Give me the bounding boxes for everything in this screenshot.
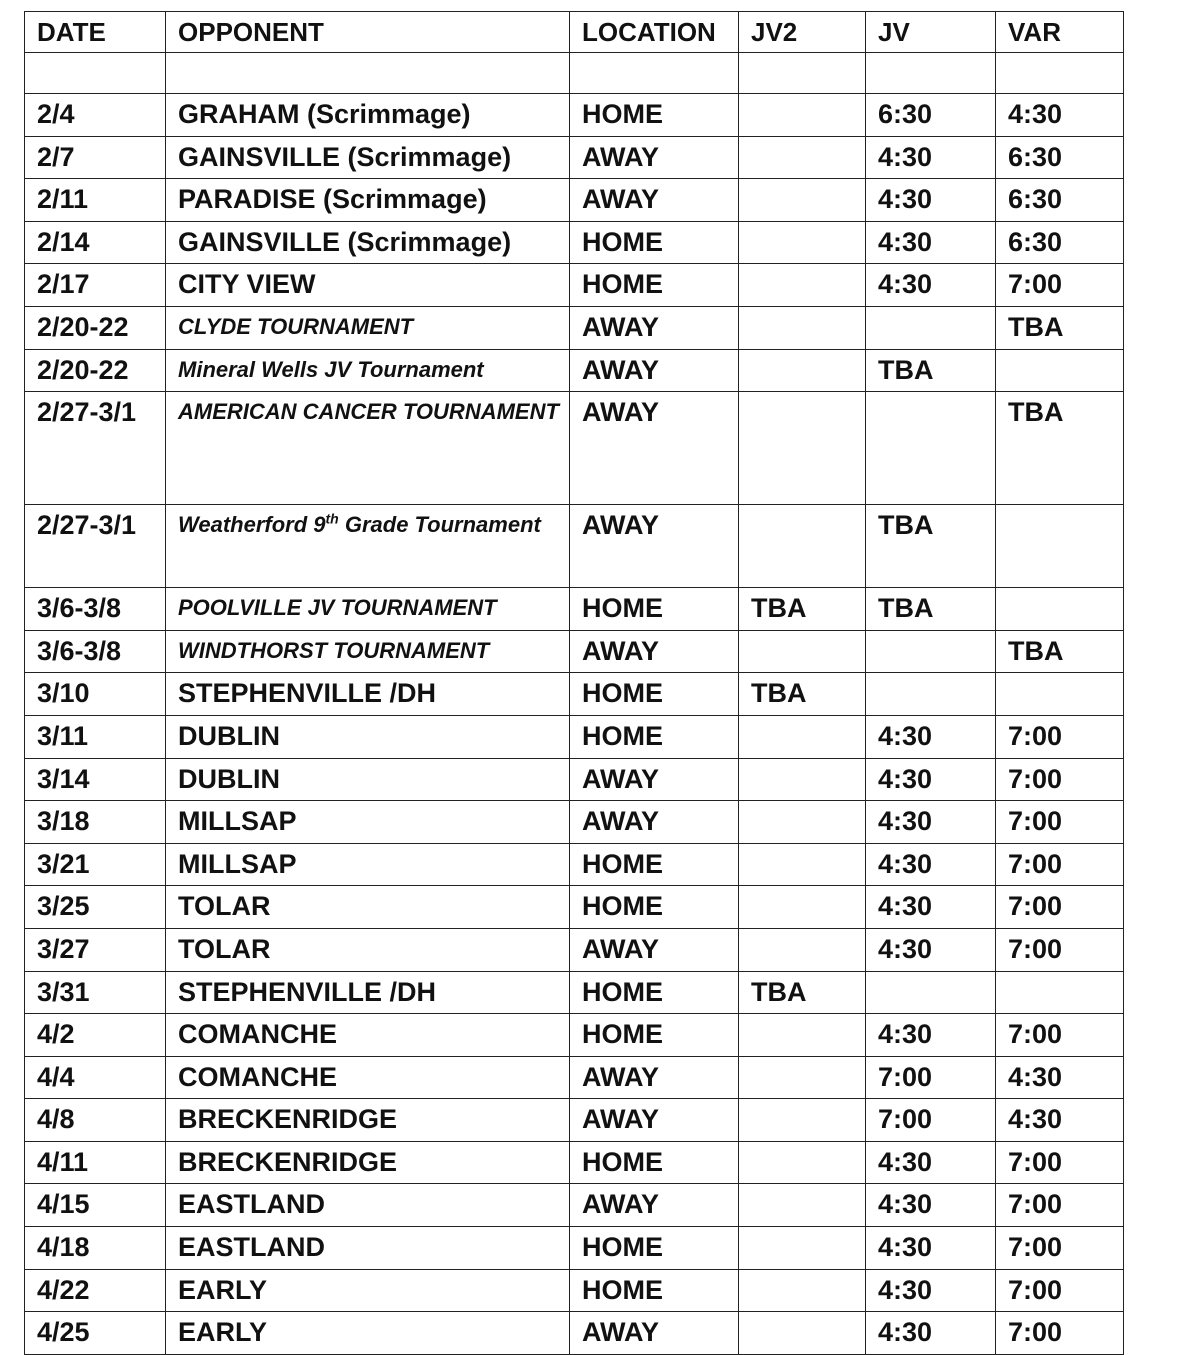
jv-cell xyxy=(866,971,996,1014)
header-var: VAR xyxy=(996,12,1124,53)
jv2-cell xyxy=(739,1141,866,1184)
date-cell: 3/11 xyxy=(25,715,166,758)
table-row xyxy=(25,1141,1124,1184)
date-cell: 2/20-22 xyxy=(25,349,166,392)
location-cell: AWAY xyxy=(570,1056,739,1099)
var-cell: 7:00 xyxy=(996,758,1124,801)
jv2-cell xyxy=(739,349,866,392)
jv2-cell xyxy=(739,94,866,137)
location-cell: AWAY xyxy=(570,1184,739,1227)
opponent-cell: EARLY xyxy=(166,1269,570,1312)
jv2-cell xyxy=(739,1099,866,1142)
opponent-cell: EASTLAND xyxy=(166,1227,570,1270)
var-cell xyxy=(996,673,1124,716)
jv2-cell xyxy=(739,1312,866,1355)
table-row xyxy=(25,971,1124,1014)
location-cell: AWAY xyxy=(570,179,739,222)
table-row xyxy=(25,588,1124,631)
opponent-cell: CLYDE TOURNAMENT xyxy=(166,306,570,349)
var-cell: TBA xyxy=(996,392,1124,505)
table-row xyxy=(25,758,1124,801)
jv-cell xyxy=(866,630,996,673)
header-date: DATE xyxy=(25,12,166,53)
var-cell: 7:00 xyxy=(996,1312,1124,1355)
jv-cell: 6:30 xyxy=(866,94,996,137)
table-row xyxy=(25,715,1124,758)
opponent-cell: TOLAR xyxy=(166,928,570,971)
jv2-cell xyxy=(739,505,866,588)
table-row xyxy=(25,886,1124,929)
var-cell: 6:30 xyxy=(996,179,1124,222)
jv2-cell: TBA xyxy=(739,971,866,1014)
opponent-cell: COMANCHE xyxy=(166,1014,570,1057)
table-row xyxy=(25,94,1124,137)
jv-cell: 4:30 xyxy=(866,1141,996,1184)
table-row xyxy=(25,1269,1124,1312)
location-cell: HOME xyxy=(570,1141,739,1184)
opponent-cell: DUBLIN xyxy=(166,758,570,801)
opponent-cell: AMERICAN CANCER TOURNAMENT xyxy=(166,392,570,505)
date-cell: 4/11 xyxy=(25,1141,166,1184)
table-row xyxy=(25,264,1124,307)
opponent-text: Weatherford 9 xyxy=(178,512,326,538)
var-cell: 7:00 xyxy=(996,264,1124,307)
jv2-cell xyxy=(739,1184,866,1227)
opponent-cell: DUBLIN xyxy=(166,715,570,758)
jv-cell: 4:30 xyxy=(866,1014,996,1057)
opponent-cell: WINDTHORST TOURNAMENT xyxy=(166,630,570,673)
jv-cell xyxy=(866,673,996,716)
date-cell: 4/2 xyxy=(25,1014,166,1057)
var-cell: 7:00 xyxy=(996,715,1124,758)
opponent-cell: BRECKENRIDGE xyxy=(166,1141,570,1184)
jv-cell: 4:30 xyxy=(866,886,996,929)
date-cell: 2/17 xyxy=(25,264,166,307)
table-row xyxy=(25,306,1124,349)
jv-cell: 4:30 xyxy=(866,715,996,758)
blank-cell xyxy=(570,53,739,94)
date-cell: 2/20-22 xyxy=(25,306,166,349)
table-row xyxy=(25,1227,1124,1270)
var-cell xyxy=(996,971,1124,1014)
date-cell: 3/18 xyxy=(25,801,166,844)
var-cell: 7:00 xyxy=(996,928,1124,971)
date-cell: 4/22 xyxy=(25,1269,166,1312)
location-cell: HOME xyxy=(570,588,739,631)
location-cell: HOME xyxy=(570,715,739,758)
var-cell: 6:30 xyxy=(996,136,1124,179)
var-cell: 7:00 xyxy=(996,1269,1124,1312)
var-cell: 7:00 xyxy=(996,1141,1124,1184)
jv-cell xyxy=(866,306,996,349)
jv2-cell xyxy=(739,264,866,307)
table-row xyxy=(25,801,1124,844)
opponent-cell: MILLSAP xyxy=(166,801,570,844)
location-cell: AWAY xyxy=(570,1312,739,1355)
jv-cell: 4:30 xyxy=(866,758,996,801)
opponent-cell: STEPHENVILLE /DH xyxy=(166,971,570,1014)
location-cell: AWAY xyxy=(570,349,739,392)
var-cell: 7:00 xyxy=(996,1014,1124,1057)
jv2-cell xyxy=(739,221,866,264)
header-row xyxy=(25,12,1124,53)
table-row xyxy=(25,1184,1124,1227)
var-cell: TBA xyxy=(996,306,1124,349)
blank-cell xyxy=(739,53,866,94)
schedule-page xyxy=(24,11,1124,1355)
jv-cell: 7:00 xyxy=(866,1099,996,1142)
var-cell: 4:30 xyxy=(996,1056,1124,1099)
date-cell: 4/15 xyxy=(25,1184,166,1227)
location-cell: HOME xyxy=(570,1227,739,1270)
date-cell: 3/31 xyxy=(25,971,166,1014)
jv-cell: 4:30 xyxy=(866,928,996,971)
opponent-cell: GRAHAM (Scrimmage) xyxy=(166,94,570,137)
jv2-cell xyxy=(739,136,866,179)
opponent-cell: Mineral Wells JV Tournament xyxy=(166,349,570,392)
date-cell: 4/18 xyxy=(25,1227,166,1270)
location-cell: AWAY xyxy=(570,136,739,179)
table-row xyxy=(25,1312,1124,1355)
opponent-cell: GAINSVILLE (Scrimmage) xyxy=(166,221,570,264)
location-cell: HOME xyxy=(570,673,739,716)
jv2-cell xyxy=(739,1014,866,1057)
date-cell: 4/25 xyxy=(25,1312,166,1355)
table-row xyxy=(25,1099,1124,1142)
date-cell: 2/4 xyxy=(25,94,166,137)
table-row xyxy=(25,1056,1124,1099)
location-cell: AWAY xyxy=(570,306,739,349)
table-row xyxy=(25,221,1124,264)
date-cell: 2/27-3/1 xyxy=(25,505,166,588)
ordinal-suffix: th xyxy=(325,510,339,527)
jv-cell: 4:30 xyxy=(866,136,996,179)
date-cell: 3/6-3/8 xyxy=(25,588,166,631)
date-cell: 2/11 xyxy=(25,179,166,222)
jv-cell: 4:30 xyxy=(866,1227,996,1270)
opponent-cell: EARLY xyxy=(166,1312,570,1355)
jv-cell: 4:30 xyxy=(866,1184,996,1227)
opponent-cell: EASTLAND xyxy=(166,1184,570,1227)
opponent-cell: TOLAR xyxy=(166,886,570,929)
jv-cell: 4:30 xyxy=(866,179,996,222)
date-cell: 3/14 xyxy=(25,758,166,801)
jv2-cell xyxy=(739,1269,866,1312)
date-cell: 3/10 xyxy=(25,673,166,716)
jv-cell: 4:30 xyxy=(866,221,996,264)
header-location: LOCATION xyxy=(570,12,739,53)
jv-cell xyxy=(866,392,996,505)
jv-cell: TBA xyxy=(866,349,996,392)
date-cell: 2/27-3/1 xyxy=(25,392,166,505)
table-row xyxy=(25,392,1124,505)
location-cell: HOME xyxy=(570,264,739,307)
jv-cell: 4:30 xyxy=(866,843,996,886)
table-row xyxy=(25,349,1124,392)
table-row xyxy=(25,630,1124,673)
blank-cell xyxy=(166,53,570,94)
var-cell: 4:30 xyxy=(996,94,1124,137)
jv2-cell xyxy=(739,758,866,801)
jv-cell: 4:30 xyxy=(866,264,996,307)
date-cell: 4/8 xyxy=(25,1099,166,1142)
date-cell: 3/27 xyxy=(25,928,166,971)
opponent-cell: CITY VIEW xyxy=(166,264,570,307)
jv-cell: TBA xyxy=(866,588,996,631)
var-cell: 7:00 xyxy=(996,801,1124,844)
jv2-cell xyxy=(739,928,866,971)
location-cell: HOME xyxy=(570,1014,739,1057)
var-cell xyxy=(996,349,1124,392)
jv2-cell: TBA xyxy=(739,673,866,716)
table-row xyxy=(25,136,1124,179)
location-cell: AWAY xyxy=(570,630,739,673)
jv2-cell xyxy=(739,306,866,349)
blank-cell xyxy=(25,53,166,94)
location-cell: HOME xyxy=(570,1269,739,1312)
opponent-cell: BRECKENRIDGE xyxy=(166,1099,570,1142)
table-row xyxy=(25,179,1124,222)
opponent-cell: STEPHENVILLE /DH xyxy=(166,673,570,716)
header-jv: JV xyxy=(866,12,996,53)
jv2-cell xyxy=(739,630,866,673)
opponent-cell xyxy=(166,505,570,588)
schedule-table xyxy=(24,11,1124,1355)
table-row xyxy=(25,1014,1124,1057)
location-cell: AWAY xyxy=(570,505,739,588)
jv2-cell xyxy=(739,1227,866,1270)
location-cell: AWAY xyxy=(570,801,739,844)
location-cell: HOME xyxy=(570,843,739,886)
location-cell: AWAY xyxy=(570,928,739,971)
var-cell: TBA xyxy=(996,630,1124,673)
var-cell: 7:00 xyxy=(996,1227,1124,1270)
opponent-text: Grade Tournament xyxy=(338,512,541,538)
blank-cell xyxy=(866,53,996,94)
table-row xyxy=(25,843,1124,886)
location-cell: AWAY xyxy=(570,392,739,505)
location-cell: HOME xyxy=(570,971,739,1014)
date-cell: 2/7 xyxy=(25,136,166,179)
jv-cell: 4:30 xyxy=(866,1312,996,1355)
var-cell: 7:00 xyxy=(996,843,1124,886)
jv2-cell xyxy=(739,179,866,222)
location-cell: HOME xyxy=(570,94,739,137)
blank-row xyxy=(25,53,1124,94)
var-cell: 7:00 xyxy=(996,886,1124,929)
var-cell: 6:30 xyxy=(996,221,1124,264)
table-row xyxy=(25,928,1124,971)
location-cell: HOME xyxy=(570,221,739,264)
jv2-cell xyxy=(739,715,866,758)
date-cell: 4/4 xyxy=(25,1056,166,1099)
opponent-cell: MILLSAP xyxy=(166,843,570,886)
jv-cell: 7:00 xyxy=(866,1056,996,1099)
date-cell: 3/21 xyxy=(25,843,166,886)
jv2-cell xyxy=(739,392,866,505)
table-row xyxy=(25,673,1124,716)
var-cell xyxy=(996,505,1124,588)
table-row xyxy=(25,505,1124,588)
opponent-cell: COMANCHE xyxy=(166,1056,570,1099)
jv-cell: 4:30 xyxy=(866,801,996,844)
header-opponent: OPPONENT xyxy=(166,12,570,53)
opponent-cell: GAINSVILLE (Scrimmage) xyxy=(166,136,570,179)
var-cell xyxy=(996,588,1124,631)
header-jv2: JV2 xyxy=(739,12,866,53)
jv2-cell: TBA xyxy=(739,588,866,631)
date-cell: 3/6-3/8 xyxy=(25,630,166,673)
jv2-cell xyxy=(739,886,866,929)
jv2-cell xyxy=(739,843,866,886)
location-cell: HOME xyxy=(570,886,739,929)
blank-cell xyxy=(996,53,1124,94)
opponent-cell: POOLVILLE JV TOURNAMENT xyxy=(166,588,570,631)
location-cell: AWAY xyxy=(570,1099,739,1142)
date-cell: 3/25 xyxy=(25,886,166,929)
var-cell: 4:30 xyxy=(996,1099,1124,1142)
jv-cell: 4:30 xyxy=(866,1269,996,1312)
location-cell: AWAY xyxy=(570,758,739,801)
opponent-cell: PARADISE (Scrimmage) xyxy=(166,179,570,222)
jv2-cell xyxy=(739,1056,866,1099)
jv2-cell xyxy=(739,801,866,844)
var-cell: 7:00 xyxy=(996,1184,1124,1227)
date-cell: 2/14 xyxy=(25,221,166,264)
jv-cell: TBA xyxy=(866,505,996,588)
